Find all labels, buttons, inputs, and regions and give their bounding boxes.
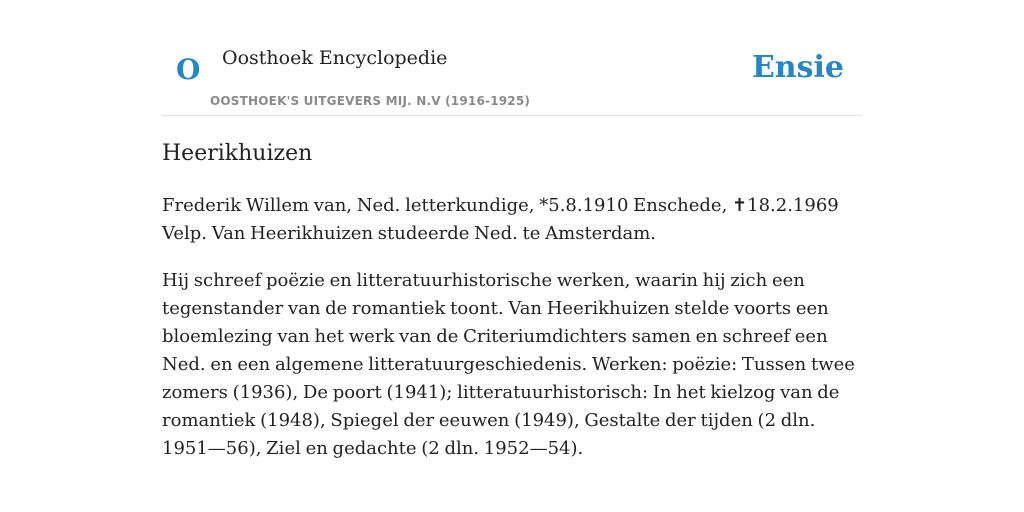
entry-title: Heerikhuizen: [162, 141, 313, 166]
source-title-link[interactable]: Oosthoek Encyclopedie: [222, 47, 448, 69]
entry-paragraph: Frederik Willem van, Ned. letterkundige, *5.8.1910 Enschede, ✝18.2.1969 Velp. Van Heerikhuizen studeerde Ned. te Amsterdam.: [162, 195, 839, 244]
source-logo[interactable]: O: [176, 53, 201, 86]
page: [162, 0, 862, 459]
source-subtitle: OOSTHOEK'S UITGEVERS MIJ. N.V (1916-1925): [210, 94, 531, 108]
entry-body: [162, 192, 862, 482]
source-header: [162, 0, 862, 116]
entry-paragraph: Hij schreef poëzie en litteratuurhistorische werken, waarin hij zich een tegenstander van de romantiek toont. Van Heerikhuizen stelde voorts een bloemlezing van het werk van de Criteriumdichters samen en schreef een Ned. en een algemene litteratuurgeschiedenis. Werken: poëzie: Tussen twee zomers (1936), De poort (1941); litteratuurhistorisch: In het kielzog van de romantiek (1948), Spiegel der eeuwen (1949), Gestalte der tijden (2 dln. 1951—56), Ziel en gedachte (2 dln. 1952—54).: [162, 270, 855, 459]
brand-logo-link[interactable]: Ensie: [751, 50, 844, 85]
